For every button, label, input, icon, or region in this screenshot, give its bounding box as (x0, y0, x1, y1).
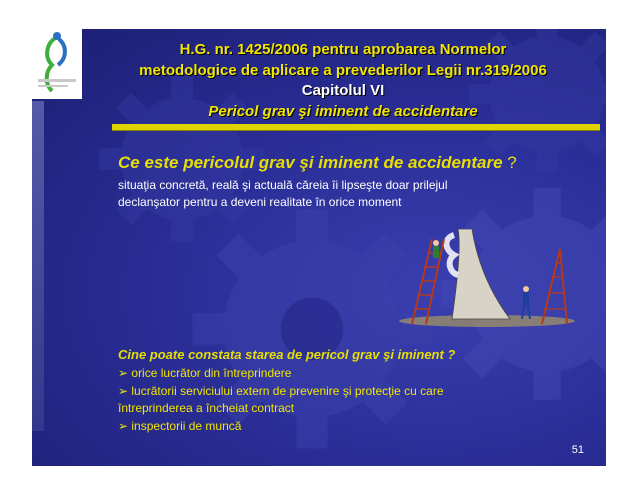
question-heading: Cine poate constata starea de pericol grav şi iminent ? (118, 347, 456, 362)
answer-line: situaţia concretă, reală şi actuală căreia îi lipseşte doar prilejul (118, 178, 448, 192)
chapter-title: Pericol grav şi iminent de accidentare (208, 103, 478, 120)
question-mark: ? (507, 153, 517, 172)
left-bar (32, 101, 44, 431)
title-line: metodologice de aplicare a prevederilor Legii nr.319/2006 (139, 62, 547, 79)
slide (32, 29, 606, 466)
title-underline (112, 124, 600, 131)
list-item: ➢ lucrătorii serviciului extern de prevenire şi protecţie cu care (118, 384, 444, 398)
workers-illustration (392, 229, 582, 329)
list-item: întreprinderea a încheiat contract (118, 401, 295, 415)
page-number: 51 (571, 444, 584, 456)
question-text: Ce este pericolul grav şi iminent de accidentare (118, 153, 503, 172)
logo-icon (32, 29, 82, 99)
chapter-heading: Capitolul VI (301, 82, 385, 99)
title-line: H.G. nr. 1425/2006 pentru aprobarea Normelor (179, 41, 507, 58)
list-item: ➢ orice lucrător din întreprindere (118, 366, 292, 380)
question-heading (118, 153, 517, 173)
list-item: ➢ inspectorii de muncă (118, 419, 242, 433)
answer-line: declanşator pentru a deveni realitate în orice moment (118, 195, 402, 209)
